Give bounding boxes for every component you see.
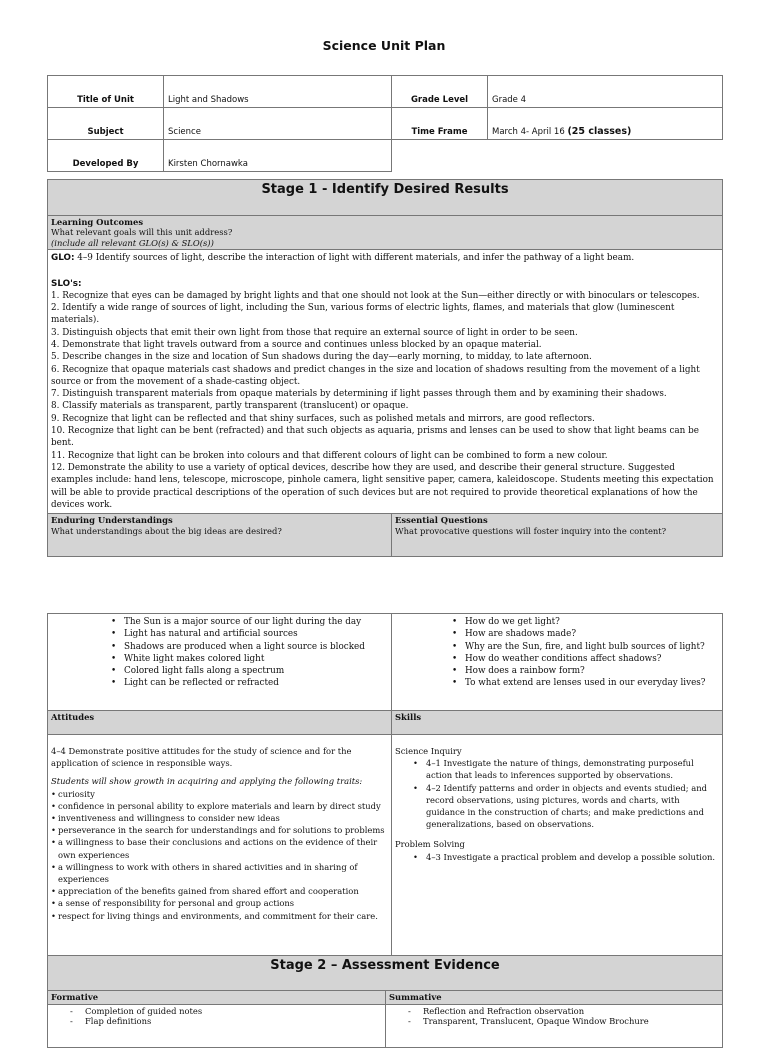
formative-cell [48,1005,386,1048]
learning-outcomes-header [48,216,723,250]
question-item: • How are shadows made? [444,628,719,640]
enduring-understandings-title: Enduring Understandings [51,515,173,526]
blank-cell [392,140,723,172]
summative-item: - Transparent, Translucent, Opaque Window Brochure [403,1016,719,1026]
slo-item: 1. Recognize that eyes can be damaged by bright lights and that one should not look at the Sun—either directly or with binoculars or telescopes. [51,290,700,301]
slo-item: 5. Describe changes in the size and location of Sun shadows during the day—early morning, to midday, to late afternoon. [51,352,592,363]
question-item: • How do we get light? [444,616,719,628]
traits-list [51,788,388,922]
grade-level-value: Grade 4 [488,76,723,108]
title-of-unit-value: Light and Shadows [164,76,392,108]
slo-list [51,290,719,511]
trait-item: • perseverance in the search for understandings and for solutions to problems [51,824,388,836]
slo-item: 2. Identify a wide range of sources of light, including the Sun, various forms of electric lights, flames, and materials that glow (luminescent materials). [51,303,675,326]
inquiry-item: • 4–1 Investigate the nature of things, demonstrating purposeful action that leads to inferences supported by observations. [405,757,719,781]
slo-item: 8. Classify materials as transparent, partly transparent (translucent) or opaque. [51,401,409,412]
title-of-unit-label: Title of Unit [48,76,164,108]
trait-item: • confidence in personal ability to explore materials and learn by direct study [51,800,388,812]
essential-questions-header [392,514,723,557]
unit-info-table [47,75,723,172]
slo-item: 10. Recognize that light can be bent (refracted) and that such objects as aquaria, prisms and lenses can be used to show that light beams can be bent. [51,426,699,449]
slo-item: 4. Demonstrate that light travels outward from a source and continues unless blocked by an opaque material. [51,340,542,350]
doc-title: Science Unit Plan [322,38,446,53]
problem-solving-item: • 4–3 Investigate a practical problem and develop a possible solution. [405,851,719,863]
slo-item: 12. Demonstrate the ability to use a variety of optical devices, describe how they are used, and describe their general structure. Suggested examples include: hand lens, telescope, microscope, pinhole camera, light sensitive paper, camera, kaleidoscope. Students meeting this expectation will be able to provide practical descriptions of the operation of such devices but are not required to provide theoretical explanations of how the devices work. [51,462,714,510]
slo-item: 9. Recognize that light can be reflected and that shiny surfaces, such as polished metals and mirrors, are good reflectors. [51,413,595,424]
enduring-understandings-header [48,514,392,557]
trait-item: • inventiveness and willingness to consider new ideas [51,812,388,824]
trait-item: • a willingness to base their conclusions and actions on the evidence of their own experiences [51,836,388,860]
stage1-continued-table [47,613,723,960]
attitudes-cell [48,735,392,960]
understanding-item: • Light can be reflected or refracted [103,677,388,689]
inquiry-item: • 4–2 Identify patterns and order in objects and events studied; and record observations, using pictures, words and charts, with guidance in the construction of charts; and make predictions and generalizations, based on observations. [405,782,719,831]
understanding-item: • The Sun is a major source of our light during the day [103,616,388,628]
science-inquiry-list [395,757,719,830]
question-item: • How does a rainbow form? [444,665,719,677]
trait-item: • appreciation of the benefits gained from shared effort and cooperation [51,885,388,897]
questions-list [395,616,719,690]
understanding-item: • White light makes colored light [103,653,388,665]
question-item: • Why are the Sun, fire, and light bulb sources of light? [444,641,719,653]
stage1-heading: Stage 1 - Identify Desired Results [48,180,723,216]
subject-value: Science [164,108,392,140]
formative-item: - Flap definitions [65,1016,382,1026]
grade-level-label: Grade Level [392,76,488,108]
summative-cell [386,1005,723,1048]
understanding-item: • Shadows are produced when a light source is blocked [103,641,388,653]
essential-questions-question: What provocative questions will foster inquiry into the content? [395,525,667,536]
trait-item: • respect for living things and environments, and commitment for their care. [51,910,388,922]
skills-cell [392,735,723,960]
attitudes-intro: 4–4 Demonstrate positive attitudes for the study of science and for the application of science in responsible ways. [51,746,352,769]
stage2-table [47,955,723,1048]
slo-item: 7. Distinguish transparent materials from opaque materials by determining if light passes through them and by examining their shadows. [51,389,667,400]
skills-header: Skills [392,711,723,735]
understandings-cell [48,614,392,711]
developed-by-value: Kirsten Chornawka [164,140,392,172]
slo-item: 6. Recognize that opaque materials cast shadows and predict changes in the size and location of shadows resulting from the movement of a light source or from the movement of a shade-casting object. [51,364,700,387]
formative-header: Formative [48,991,386,1005]
stage2-heading: Stage 2 – Assessment Evidence [48,956,723,991]
slo-item: 3. Distinguish objects that emit their own light from those that require an external source of light in order to be seen. [51,327,578,338]
attitudes-traits-intro: Students will show growth in acquiring and applying the following traits: [51,776,363,787]
glo-line [51,252,719,264]
subject-label: Subject [48,108,164,140]
attitudes-header: Attitudes [48,711,392,735]
questions-cell [392,614,723,711]
understanding-item: • Light has natural and artificial sources [103,628,388,640]
formative-item: - Completion of guided notes [65,1006,382,1016]
enduring-understandings-question: What understandings about the big ideas are desired? [51,525,282,536]
question-item: • How do weather conditions affect shadows? [444,653,719,665]
developed-by-label: Developed By [48,140,164,172]
trait-item: • a sense of responsibility for personal and group actions [51,897,388,909]
time-frame-dates: March 4- April 16 [492,127,565,137]
time-frame-label: Time Frame [392,108,488,140]
time-frame-value [488,108,723,140]
glo-label: GLO: [51,253,75,264]
essential-questions-title: Essential Questions [395,515,488,526]
glo-text: 4–9 Identify sources of light, describe the interaction of light with different materials, and infer the pathway of a light beam. [74,253,635,264]
understanding-item: • Colored light falls along a spectrum [103,665,388,677]
slo-label: SLO's: [51,278,82,289]
summative-item: - Reflection and Refraction observation [403,1006,719,1016]
time-frame-classes: (25 classes) [567,126,632,137]
problem-solving-label: Problem Solving [395,839,465,850]
outcomes-cell [48,250,723,514]
trait-item: • a willingness to work with others in shared activities and in sharing of experiences [51,861,388,885]
learning-outcomes-note: (include all relevant GLO(s) & SLO(s)) [51,237,214,248]
problem-solving-list [395,851,719,863]
understandings-list [51,616,388,690]
question-item: • To what extend are lenses used in our everyday lives? [444,677,719,689]
slo-item: 11. Recognize that light can be broken into colours and that different colours of light can be combined to form a new colour. [51,450,608,461]
learning-outcomes-question: What relevant goals will this unit address? [51,227,233,238]
summative-header: Summative [386,991,723,1005]
stage1-table [47,179,723,557]
science-inquiry-label: Science Inquiry [395,746,462,756]
trait-item: • curiosity [51,788,388,800]
learning-outcomes-title: Learning Outcomes [51,217,144,227]
